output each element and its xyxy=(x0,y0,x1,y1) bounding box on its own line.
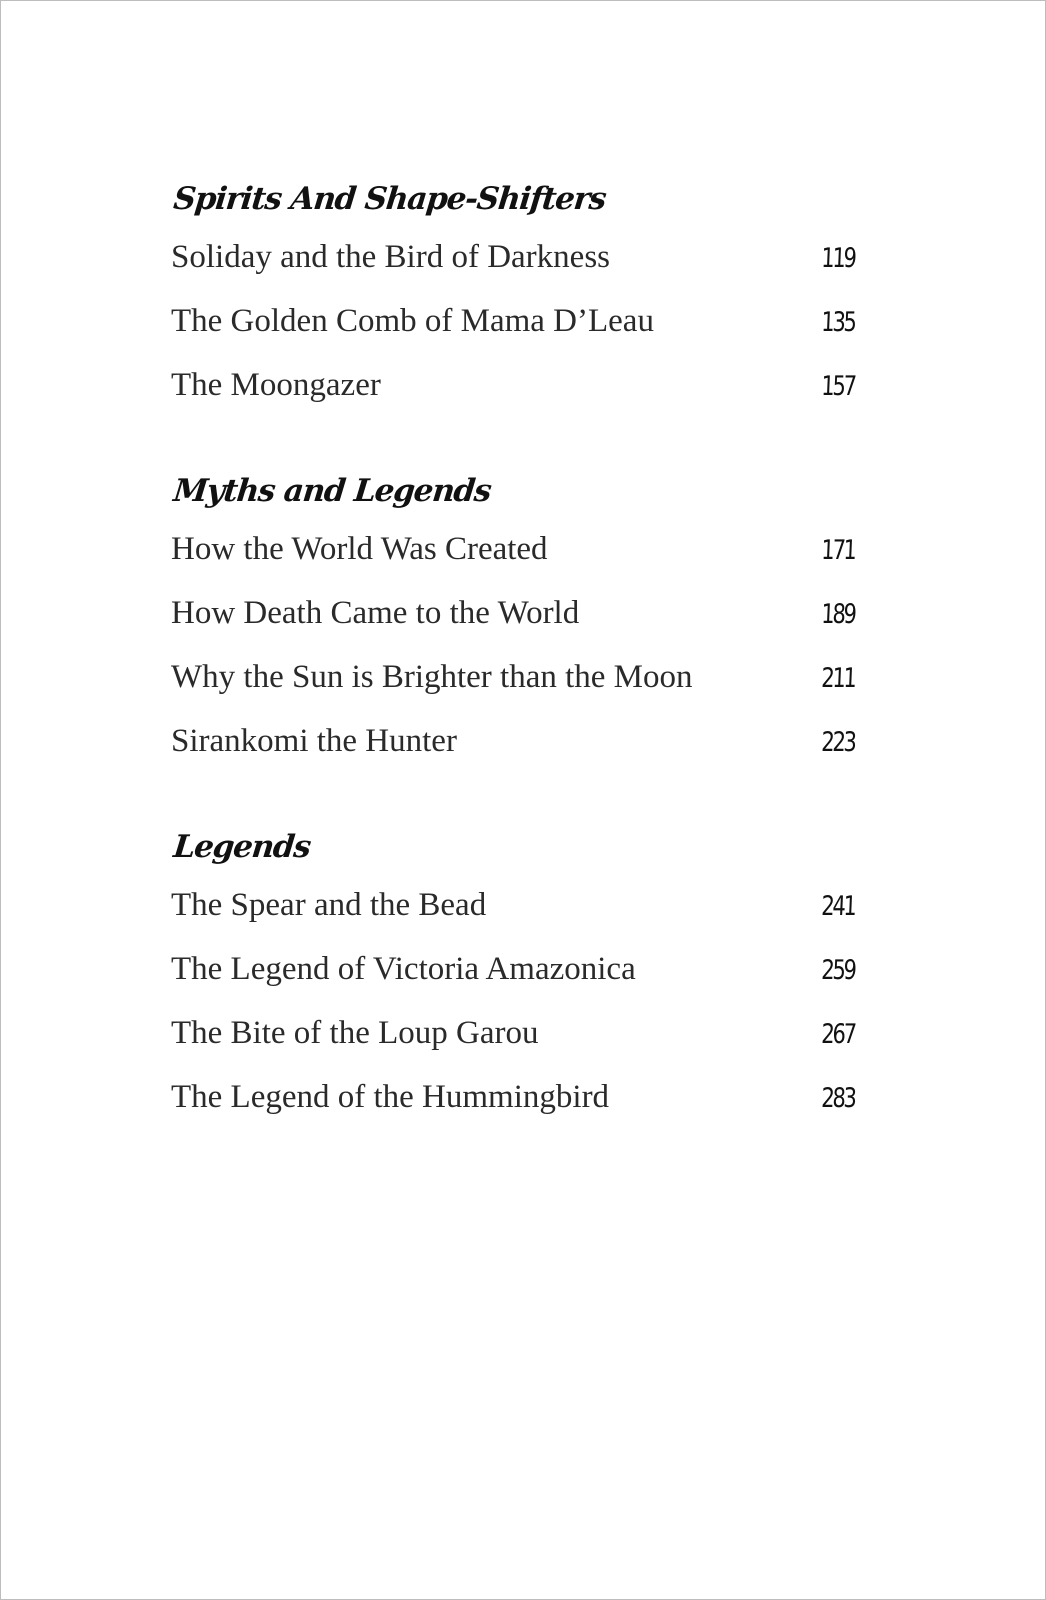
entry-page-number: 189 xyxy=(821,599,856,630)
toc-entry[interactable] xyxy=(171,517,855,581)
entry-title: The Spear and the Bead xyxy=(171,887,487,923)
entry-title: The Legend of Victoria Amazonica xyxy=(171,951,636,987)
entry-page-number: 119 xyxy=(821,243,856,274)
entry-title: Soliday and the Bird of Darkness xyxy=(171,239,611,275)
entry-page-number: 283 xyxy=(821,1083,856,1114)
toc-entry[interactable] xyxy=(171,1065,855,1129)
toc-entry[interactable] xyxy=(171,645,855,709)
entry-title: How the World Was Created xyxy=(171,531,548,567)
entry-list xyxy=(171,225,855,417)
section-heading: Myths and Legends xyxy=(171,473,493,509)
entry-title: The Golden Comb of Mama D’Leau xyxy=(171,303,654,339)
toc-entry[interactable] xyxy=(171,873,855,937)
entry-page-number: 171 xyxy=(821,535,856,566)
toc-entry[interactable] xyxy=(171,937,855,1001)
section-spirits-and-shape-shifters xyxy=(171,173,855,417)
entry-page-number: 211 xyxy=(821,663,856,694)
toc-entry[interactable] xyxy=(171,289,855,353)
entry-list xyxy=(171,873,855,1129)
entry-title: The Legend of the Hummingbird xyxy=(171,1079,610,1115)
entry-title: Why the Sun is Brighter than the Moon xyxy=(171,659,693,695)
toc-entry[interactable] xyxy=(171,709,855,773)
table-of-contents xyxy=(171,173,855,1177)
toc-entry[interactable] xyxy=(171,581,855,645)
entry-page-number: 135 xyxy=(821,307,856,338)
entry-title: The Bite of the Loup Garou xyxy=(171,1015,539,1051)
section-heading: Legends xyxy=(171,829,312,865)
entry-title: The Moongazer xyxy=(171,367,381,403)
section-heading: Spirits And Shape-Shifters xyxy=(171,181,608,217)
entry-page-number: 267 xyxy=(821,1019,856,1050)
entry-page-number: 259 xyxy=(821,955,856,986)
entry-list xyxy=(171,517,855,773)
toc-entry[interactable] xyxy=(171,225,855,289)
entry-page-number: 157 xyxy=(821,371,856,402)
entry-title: Sirankomi the Hunter xyxy=(171,723,457,759)
entry-title: How Death Came to the World xyxy=(171,595,580,631)
toc-entry[interactable] xyxy=(171,1001,855,1065)
entry-page-number: 241 xyxy=(821,891,856,922)
section-legends xyxy=(171,821,855,1129)
section-myths-and-legends xyxy=(171,465,855,773)
toc-entry[interactable] xyxy=(171,353,855,417)
entry-page-number: 223 xyxy=(821,727,856,758)
